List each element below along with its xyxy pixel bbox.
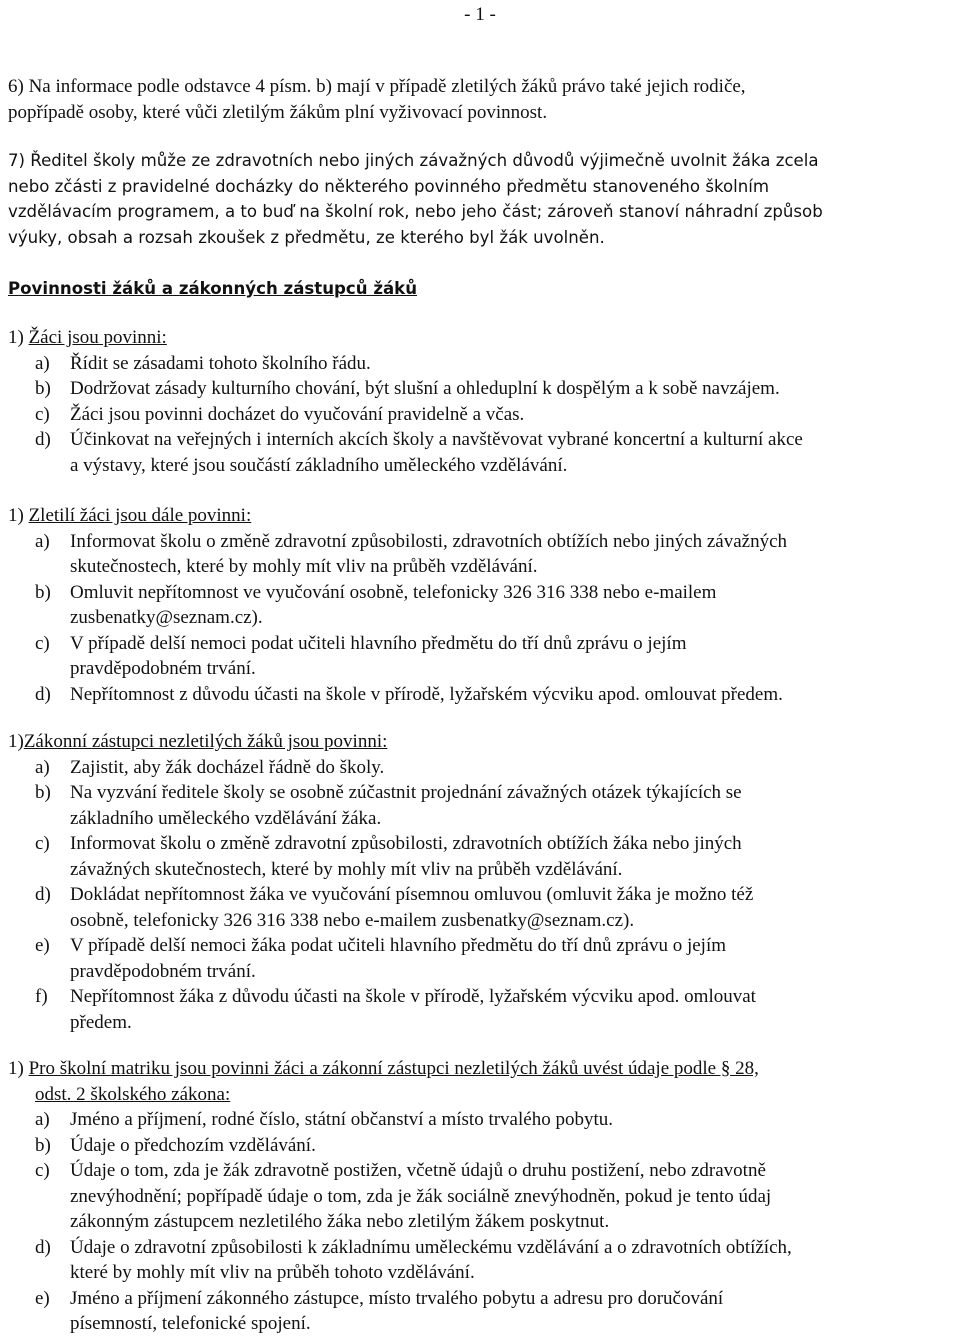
item-mark: a) [35, 1109, 50, 1130]
list-item [8, 376, 938, 402]
item-line: Údaje o zdravotní způsobilosti k základnímu uměleckému vzdělávání a o zdravotních obtížích, [70, 1236, 792, 1258]
section-matrika-title-line-1: Pro školní matriku jsou povinni žáci a zákonní zástupci nezletilých žáků uvést údaje podle § 28, [28, 1058, 759, 1079]
section-matrika-title-line-2: odst. 2 školského zákona: [35, 1083, 231, 1105]
item-mark: c) [35, 833, 50, 854]
item-line: znevýhodnění; popřípadě údaje o tom, zda je žák sociálně znevýhodněn, pokud je tento údaj [70, 1185, 772, 1207]
section-zletili-title [8, 503, 938, 529]
item-line: zusbenatky@seznam.cz). [70, 607, 263, 628]
section-zletili [8, 503, 938, 707]
list-item [8, 933, 938, 984]
item-line: Řídit se zásadami tohoto školního řádu. [70, 352, 371, 374]
item-mark: a) [35, 756, 50, 778]
item-line: Informovat školu o změně zdravotní způsobilosti, zdravotních obtížích žáka nebo jiných [70, 833, 742, 854]
item-mark: e) [35, 935, 50, 956]
item-mark: b) [35, 782, 51, 803]
item-line: Dodržovat zásady kulturního chování, být slušní a ohleduplní k dospělým a k sobě navzájem. [70, 378, 780, 399]
list-item [8, 1133, 938, 1159]
item-mark: b) [35, 581, 51, 603]
list-item [8, 427, 938, 478]
paragraph-7-line-3: vzdělávacím programem, a to buď na školní rok, nebo jeho část; zároveň stanoví náhradní způsob [8, 202, 823, 221]
section-zaci-title-text: Žáci jsou povinni: [28, 327, 167, 348]
item-mark: c) [35, 403, 50, 425]
section-zastupci-list [8, 755, 938, 1036]
paragraph-6-line-2: popřípadě osoby, které vůči zletilým žákům plní vyživovací povinnost. [8, 101, 548, 123]
item-line: Údaje o tom, zda je žák zdravotně postižen, včetně údajů o druhu postižení, nebo zdravotně [70, 1160, 766, 1181]
item-mark: d) [35, 884, 51, 905]
item-mark: c) [35, 1160, 50, 1181]
list-item [8, 580, 938, 631]
item-line: které by mohly mít vliv na průběh tohoto vzdělávání. [70, 1262, 475, 1283]
list-item [8, 1235, 938, 1286]
section-matrika-list [8, 1107, 938, 1337]
item-line: Omluvit nepřítomnost ve vyučování osobně, telefonicky 326 316 338 nebo e-mailem [70, 581, 717, 603]
paragraph-6-line-1: 6) Na informace podle odstavce 4 písm. b) mají v případě zletilých žáků právo také jejich rodiče, [8, 76, 746, 97]
paragraph-7 [8, 148, 930, 250]
paragraph-6 [8, 74, 930, 125]
item-line: skutečnostech, které by mohly mít vliv na průběh vzdělávání. [70, 556, 538, 577]
item-line: a výstavy, které jsou součástí základního uměleckého vzdělávání. [70, 454, 568, 476]
item-line: Na vyzvání ředitele školy se osobně zúčastnit projednání závažných otázek týkajících se [70, 782, 742, 803]
section-matrika-prefix: 1) [8, 1058, 29, 1079]
section-matrika-title-cont [8, 1082, 938, 1108]
list-item [8, 1158, 938, 1235]
item-line: základního uměleckého vzdělávání žáka. [70, 807, 382, 829]
item-mark: c) [35, 632, 50, 654]
item-line: závažných skutečnostech, které by mohly mít vliv na průběh vzdělávání. [70, 858, 623, 880]
section-zletili-prefix: 1) [8, 505, 29, 526]
item-line: Údaje o předchozím vzdělávání. [70, 1134, 316, 1156]
item-line: V případě delší nemoci podat učiteli hlavního předmětu do tří dnů zprávu o jejím [70, 632, 687, 654]
item-mark: a) [35, 530, 50, 552]
item-line: Jméno a příjmení, rodné číslo, státní občanství a místo trvalého pobytu. [70, 1109, 613, 1130]
section-zletili-list [8, 529, 938, 708]
item-line: Nepřítomnost z důvodu účasti na škole v přírodě, lyžařském výcviku apod. omlouvat předem. [70, 683, 783, 705]
section-heading: Povinnosti žáků a zákonných zástupců žáků [8, 279, 418, 298]
section-zastupci-title-text: Zákonní zástupci nezletilých žáků jsou povinni: [23, 731, 388, 752]
item-line: Žáci jsou povinni docházet do vyučování pravidelně a včas. [70, 403, 525, 425]
item-line: pravděpodobném trvání. [70, 658, 256, 679]
list-item [8, 351, 938, 377]
item-line: V případě delší nemoci žáka podat učiteli hlavního předmětu do tří dnů zprávu o jejím [70, 935, 727, 956]
section-zletili-title-text: Zletilí žáci jsou dále povinni: [28, 505, 252, 526]
item-line: pravděpodobném trvání. [70, 960, 256, 982]
list-item [8, 682, 938, 708]
item-line: Zajistit, aby žák docházel řádně do školy. [70, 756, 385, 778]
section-zaci [8, 325, 938, 478]
page-number: - 1 - [464, 4, 496, 25]
section-matrika-title [8, 1056, 938, 1082]
item-mark: d) [35, 683, 51, 705]
item-line: Dokládat nepřítomnost žáka ve vyučování písemnou omluvou (omluvit žáka je možno též [70, 884, 754, 905]
list-item [8, 631, 938, 682]
section-zaci-title [8, 325, 938, 351]
list-item [8, 755, 938, 781]
item-line: předem. [70, 1011, 132, 1033]
section-zastupci-prefix: 1) [8, 731, 24, 752]
section-zastupci [8, 729, 938, 1035]
paragraph-7-line-1: 7) Ředitel školy může ze zdravotních nebo jiných závažných důvodů výjimečně uvolnit žáka zcela [8, 151, 819, 170]
item-mark: b) [35, 378, 51, 399]
section-zaci-list [8, 351, 938, 479]
item-line: písemností, telefonické spojení. [70, 1313, 311, 1334]
list-item [8, 1286, 938, 1337]
item-mark: d) [35, 1236, 51, 1258]
section-matrika [8, 1056, 938, 1337]
section-zastupci-title [8, 729, 938, 755]
item-line: Jméno a příjmení zákonného zástupce, místo trvalého pobytu a adresu pro doručování [70, 1287, 724, 1309]
section-zaci-prefix: 1) [8, 327, 29, 348]
item-mark: a) [35, 352, 50, 374]
list-item [8, 780, 938, 831]
item-mark: e) [35, 1287, 50, 1309]
item-line: Účinkovat na veřejných i interních akcích školy a navštěvovat vybrané koncertní a kulturní akce [70, 429, 803, 450]
list-item [8, 882, 938, 933]
item-line: Informovat školu o změně zdravotní způsobilosti, zdravotních obtížích nebo jiných závažných [70, 530, 788, 552]
item-mark: d) [35, 429, 51, 450]
paragraph-7-line-2: nebo zčásti z pravidelné docházky do některého povinného předmětu stanoveného školním [8, 176, 770, 196]
paragraph-7-line-4: výuky, obsah a rozsah zkoušek z předmětu, ze kterého byl žák uvolněn. [8, 227, 605, 247]
item-line: zákonným zástupcem nezletilého žáka nebo zletilým žákem poskytnut. [70, 1211, 610, 1232]
list-item [8, 984, 938, 1035]
item-mark: f) [35, 986, 48, 1007]
item-mark: b) [35, 1134, 51, 1156]
item-line: osobně, telefonicky 326 316 338 nebo e-mailem zusbenatky@seznam.cz). [70, 909, 635, 931]
item-line: Nepřítomnost žáka z důvodu účasti na škole v přírodě, lyžařském výcviku apod. omlouvat [70, 986, 756, 1007]
list-item [8, 1107, 938, 1133]
list-item [8, 529, 938, 580]
list-item [8, 831, 938, 882]
list-item [8, 402, 938, 428]
